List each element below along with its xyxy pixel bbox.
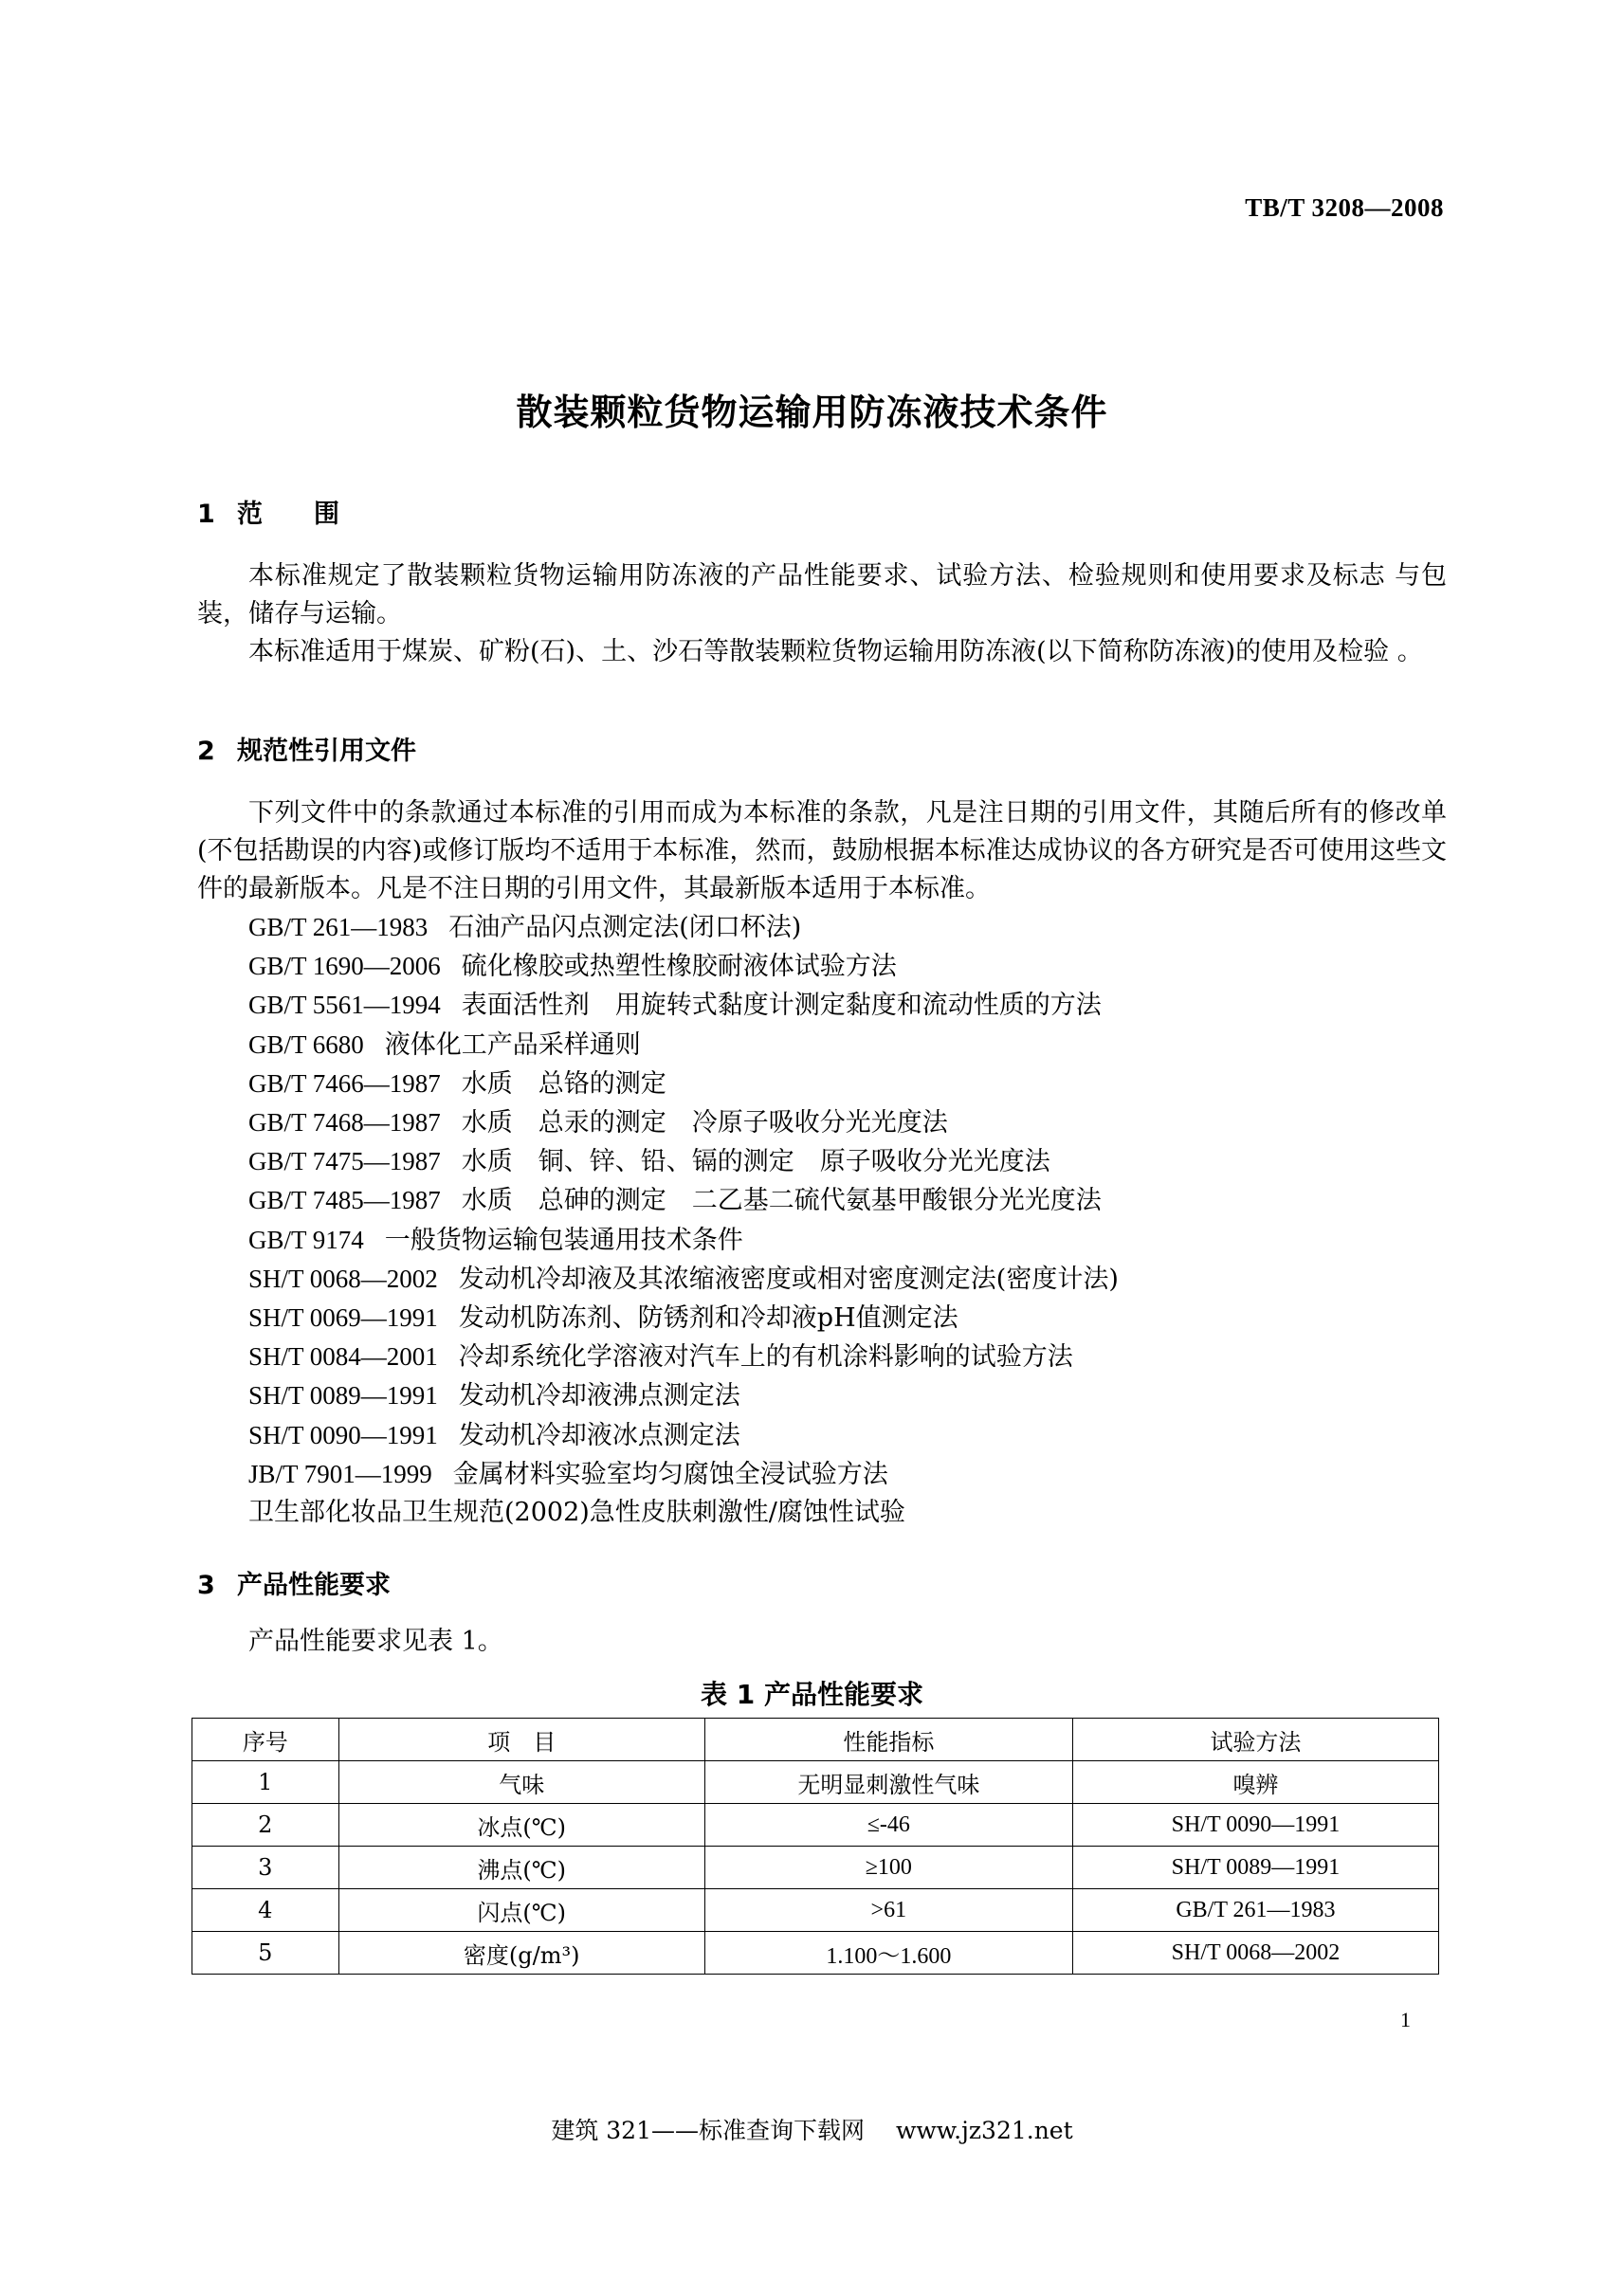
table-row — [192, 1932, 1439, 1975]
reference-item — [248, 1376, 740, 1415]
reference-code: GB/T 5561—1994 — [248, 991, 441, 1020]
table-cell: 2 — [192, 1804, 339, 1847]
section-number: 2 — [197, 737, 215, 766]
table-cell: SH/T 0090—1991 — [1072, 1804, 1438, 1847]
section-3-paragraph-1: 产品性能要求见表 1。 — [248, 1627, 503, 1656]
header-cell: 项 目 — [338, 1719, 704, 1761]
table-cell: 冰点(℃) — [338, 1804, 704, 1847]
table-cell: 气味 — [338, 1761, 704, 1804]
reference-item — [248, 1103, 948, 1142]
table-cell: 5 — [192, 1932, 339, 1975]
reference-item — [248, 1455, 888, 1494]
reference-title: 一般货物运输包装通用技术条件 — [384, 1225, 743, 1255]
section-1-heading — [197, 493, 339, 530]
table-row — [192, 1847, 1439, 1889]
reference-title: 水质 总铬的测定 — [461, 1068, 666, 1099]
section-title: 范 围 — [237, 500, 339, 529]
reference-title: 发动机冷却液冰点测定法 — [458, 1420, 740, 1450]
header-cell: 试验方法 — [1072, 1719, 1438, 1761]
section-title: 产品性能要求 — [237, 1571, 391, 1600]
reference-title: 发动机防冻剂、防锈剂和冷却液pH值测定法 — [458, 1303, 958, 1333]
reference-item — [248, 1494, 905, 1532]
section-title: 规范性引用文件 — [237, 737, 416, 766]
table-body — [192, 1761, 1439, 1975]
reference-title: 石油产品闪点测定法(闭口杯法) — [448, 913, 802, 942]
reference-item — [248, 1338, 1073, 1376]
reference-code: SH/T 0068—2002 — [248, 1264, 438, 1293]
reference-code: GB/T 261—1983 — [248, 913, 429, 941]
reference-title: 液体化工产品采样通则 — [384, 1029, 641, 1060]
table-caption: 表 1 产品性能要求 — [701, 1679, 923, 1710]
reference-code: SH/T 0090—1991 — [248, 1420, 438, 1449]
reference-title: 水质 总砷的测定 二乙基二硫代氨基甲酸银分光光度法 — [461, 1186, 1102, 1216]
reference-title: 表面活性剂 用旋转式黏度计测定黏度和流动性质的方法 — [461, 991, 1102, 1021]
reference-item — [248, 1026, 641, 1065]
reference-item — [248, 947, 897, 986]
reference-title: 发动机冷却液及其浓缩液密度或相对密度测定法(密度计法) — [458, 1264, 1119, 1294]
section-2-paragraph-1: 下列文件中的条款通过本标准的引用而成为本标准的条款，凡是注日期的引用文件，其随后所有的修改单(不包括勘误的内容)或修订版均不适用于本标准，然而，鼓励根据本标准达成协议的各方研究是否可使用这些文件的最新版本。凡是不注日期的引用文件，其最新版本适用于本标准。 — [197, 798, 1447, 903]
reference-item — [248, 1221, 743, 1260]
table-cell: ≤-46 — [704, 1804, 1072, 1847]
reference-title: 卫生部化妆品卫生规范(2002)急性皮肤刺激性/腐蚀性试验 — [248, 1498, 905, 1527]
header-cell: 序号 — [192, 1719, 339, 1761]
table-cell: 4 — [192, 1889, 339, 1932]
section-2-heading — [197, 730, 416, 767]
reference-title: 水质 总汞的测定 冷原子吸收分光光度法 — [461, 1108, 948, 1138]
footer-text: 建筑 321——标准查询下载网 www.jz321.net — [551, 2117, 1073, 2144]
table-cell: 无明显刺激性气味 — [704, 1761, 1072, 1804]
reference-code: GB/T 7475—1987 — [248, 1147, 441, 1176]
reference-item — [248, 1181, 1102, 1220]
table-cell: >61 — [704, 1889, 1072, 1932]
table-cell: 密度(g/m³) — [338, 1932, 704, 1975]
reference-item — [248, 1299, 958, 1338]
performance-requirements-table — [192, 1718, 1439, 1975]
table-cell: 嗅辨 — [1072, 1761, 1438, 1804]
table-header-row — [192, 1719, 1439, 1761]
table-cell: 沸点(℃) — [338, 1847, 704, 1889]
reference-title: 发动机冷却液沸点测定法 — [458, 1381, 740, 1411]
reference-title: 金属材料实验室均匀腐蚀全浸试验方法 — [452, 1459, 888, 1489]
reference-code: SH/T 0069—1991 — [248, 1303, 438, 1332]
reference-code: GB/T 7466—1987 — [248, 1068, 441, 1098]
table-cell: GB/T 261—1983 — [1072, 1889, 1438, 1932]
reference-code: GB/T 7485—1987 — [248, 1186, 441, 1215]
reference-title: 硫化橡胶或热塑性橡胶耐液体试验方法 — [461, 952, 897, 982]
header-cell: 性能指标 — [704, 1719, 1072, 1761]
reference-code: GB/T 1690—2006 — [248, 952, 441, 981]
page-number: 1 — [1400, 2008, 1411, 2031]
reference-title: 冷却系统化学溶液对汽车上的有机涂料影响的试验方法 — [458, 1342, 1073, 1373]
table-row — [192, 1761, 1439, 1804]
reference-code: GB/T 7468—1987 — [248, 1108, 441, 1137]
reference-code: JB/T 7901—1999 — [248, 1459, 432, 1488]
standard-code: TB/T 3208—2008 — [1245, 193, 1444, 222]
section-number: 1 — [197, 500, 215, 529]
reference-item — [248, 986, 1102, 1025]
reference-item — [248, 1142, 1050, 1181]
reference-code: SH/T 0084—2001 — [248, 1342, 438, 1372]
reference-code: GB/T 9174 — [248, 1225, 364, 1254]
reference-item — [248, 1416, 740, 1455]
table-row — [192, 1889, 1439, 1932]
table-cell: SH/T 0068—2002 — [1072, 1932, 1438, 1975]
table-cell: SH/T 0089—1991 — [1072, 1847, 1438, 1889]
table-row — [192, 1804, 1439, 1847]
document-title: 散装颗粒货物运输用防冻液技术条件 — [516, 391, 1108, 433]
reference-item — [248, 1260, 1119, 1299]
table-cell: 1.100～1.600 — [704, 1932, 1072, 1975]
section-number: 3 — [197, 1571, 215, 1600]
table-cell: ≥100 — [704, 1847, 1072, 1889]
reference-title: 水质 铜、锌、铅、镉的测定 原子吸收分光光度法 — [461, 1147, 1050, 1177]
table-cell: 3 — [192, 1847, 339, 1889]
table-cell: 1 — [192, 1761, 339, 1804]
section-1-paragraph-1: 本标准规定了散装颗粒货物运输用防冻液的产品性能要求、试验方法、检验规则和使用要求及标志 与包装，储存与运输。 — [197, 561, 1447, 628]
reference-item — [248, 908, 801, 947]
reference-code: SH/T 0089—1991 — [248, 1381, 438, 1411]
reference-item — [248, 1065, 666, 1103]
section-3-heading — [197, 1564, 391, 1601]
section-1-paragraph-2: 本标准适用于煤炭、矿粉(石)、土、沙石等散装颗粒货物运输用防冻液(以下简称防冻液)的使用及检验 。 — [248, 637, 1423, 666]
reference-code: GB/T 6680 — [248, 1029, 364, 1059]
table-cell: 闪点(℃) — [338, 1889, 704, 1932]
